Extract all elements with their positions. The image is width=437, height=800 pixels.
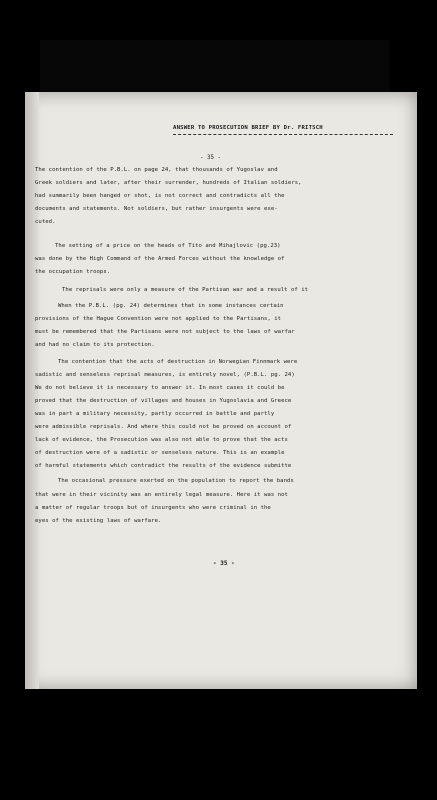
- text-line: sadistic and senseless reprisal measures, is entirely novel, (P.B.L. pg. 24): [35, 372, 295, 378]
- text-line: We do not believe it is necessary to answer it. In most cases it could be: [35, 385, 285, 391]
- document-heading: ANSWER TO PROSECUTION BRIEF BY Dr. FRITSCH: [173, 125, 323, 131]
- text-line: The occasional pressure exerted on the population to report the bands: [58, 478, 294, 484]
- document-page: [25, 92, 417, 689]
- text-line: cuted.: [35, 219, 56, 225]
- text-line: The setting of a price on the heads of Tito and Mihajlovic (pg.23): [55, 243, 281, 249]
- text-line: The contention that the acts of destruction in Norwegian Finnmark were: [58, 359, 298, 365]
- text-line: The contention of the P.B.L. on page 24, that thousands of Yugoslav and: [35, 167, 278, 173]
- text-line: of destruction were of a sadistic or senseless nature. This is an example: [35, 450, 285, 456]
- text-line: proved that the destruction of villages and houses in Yugoslavia and Greece: [35, 398, 292, 404]
- text-line: that were in their vicinity was an entirely legal measure. Here it was not: [35, 492, 288, 498]
- text-line: was in part a military necessity, partly occurred in battle and partly: [35, 411, 275, 417]
- page-number-bottom: - 35 -: [213, 560, 235, 567]
- text-line: a matter of regular troops but of insurgents who were criminal in the: [35, 505, 271, 511]
- text-line: was done by the High Command of the Armed Forces without the knowledge of: [35, 256, 285, 262]
- text-line: documents and statements. Not soldiers, but rather insurgents were exe-: [35, 206, 278, 212]
- text-line: and had no claim to its protection.: [35, 342, 155, 348]
- text-line: were admissible reprisals. And where this could not be proved on account of: [35, 424, 292, 430]
- text-line: When the P.B.L. (pg. 24) determines that in some instances certain: [58, 303, 284, 309]
- text-line: of harmful statements which contradict the results of the evidence submitte: [35, 463, 292, 469]
- text-line: must be remembered that the Partisans were not subject to the laws of warfar: [35, 329, 295, 335]
- page-number-top: - 35 -: [200, 155, 221, 161]
- text-line: the occupation troops.: [35, 269, 111, 275]
- text-line: Greek soldiers and later, after their surrender, hundreds of Italian soldiers,: [35, 180, 302, 186]
- heading-underline: [173, 134, 393, 135]
- text-line: provisions of the Hague Convention were not applied to the Partisans, it: [35, 316, 282, 322]
- film-strip-top: [40, 40, 390, 92]
- text-line: eyes of the existing laws of warfare.: [35, 518, 162, 524]
- text-line: The reprisals were only a measure of the Partisan war and a result of it: [62, 287, 309, 293]
- text-line: had summarily been hanged or shot, is not correct and contradicts all the: [35, 193, 285, 199]
- text-line: lack of evidence, the Prosecution was also not able to prove that the acts: [35, 437, 288, 443]
